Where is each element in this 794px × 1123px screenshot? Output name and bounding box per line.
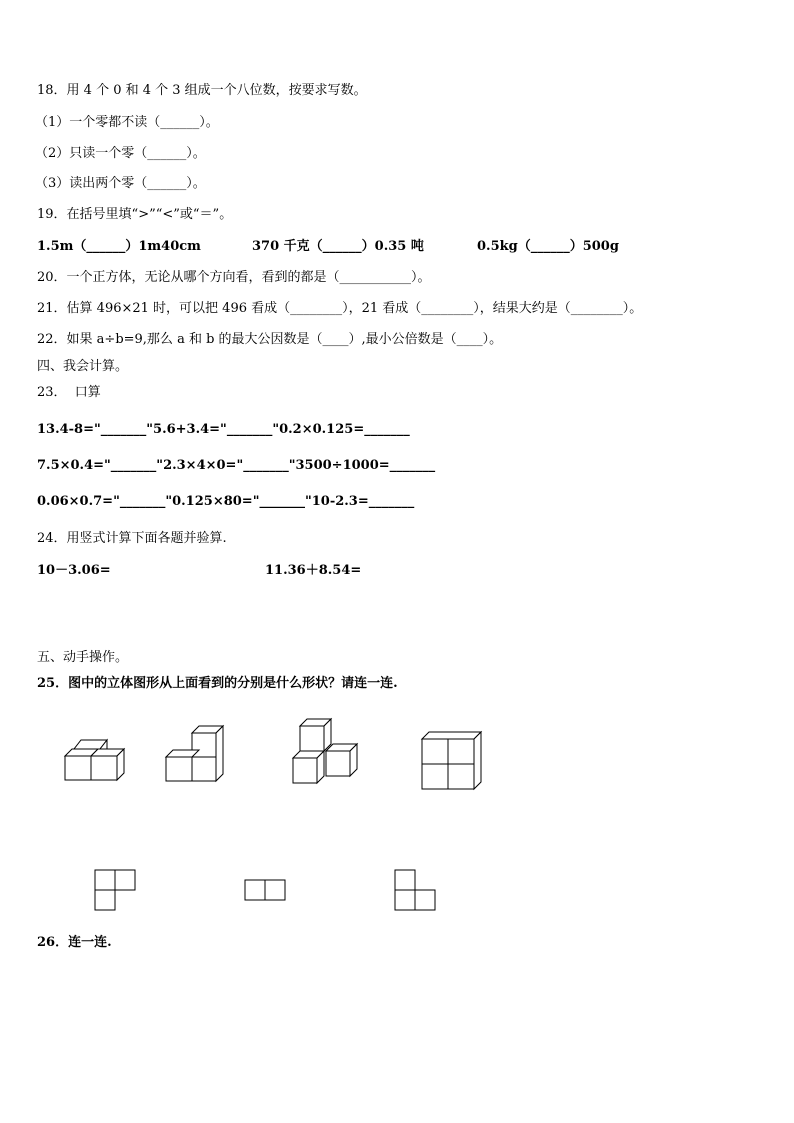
q24-stem: 24．用竖式计算下面各题并验算. (37, 531, 227, 546)
solid-figure-4 (421, 731, 483, 791)
q22-text: 22．如果 a÷b=9,那么 a 和 b 的最大公因数是（____）,最小公倍数是（____）。 (37, 332, 503, 347)
q18-stem: 18．用 4 个 0 和 4 个 3 组成一个八位数，按要求写数。 (37, 83, 367, 98)
q23-stem: 23． 口算 (37, 385, 101, 400)
q25-stem: 25．图中的立体图形从上面看到的分别是什么形状？请连一连. (37, 676, 398, 691)
q19-compare-2: 370 千克（______）0.35 吨 (252, 239, 424, 254)
q18-part-2: （2）只读一个零（______）。 (35, 146, 206, 161)
q24-expr-1: 10－3.06= (37, 563, 111, 578)
top-view-shape-3 (394, 869, 436, 911)
q19-compare-1: 1.5m（______）1m40cm (37, 239, 201, 254)
solid-figure-3 (292, 717, 362, 787)
section-4-title: 四、我会计算。 (37, 359, 129, 374)
q20-text: 20．一个正方体，无论从哪个方向看，看到的都是（___________）。 (37, 270, 431, 285)
q26-text: 26．连一连. (37, 935, 112, 950)
q23-row-1: 13.4-8="_______"5.6+3.4="_______"0.2×0.125=_______ (37, 422, 410, 437)
solid-figure-2 (165, 724, 227, 784)
q19-stem: 19．在括号里填“>”“<”或“＝”。 (37, 207, 233, 222)
solid-figure-1 (64, 738, 126, 782)
top-view-shape-2 (244, 879, 286, 901)
q18-part-1: （1）一个零都不读（______）。 (35, 115, 219, 130)
q21-text: 21．估算 496×21 时，可以把 496 看成（________），21 看成（________），结果大约是（________）。 (37, 301, 643, 316)
q23-row-3: 0.06×0.7="_______"0.125×80="_______"10-2.3=_______ (37, 494, 415, 509)
q23-row-2: 7.5×0.4="_______"2.3×4×0="_______"3500÷1000=_______ (37, 458, 436, 473)
q18-part-3: （3）读出两个零（______）。 (35, 176, 206, 191)
section-5-title: 五、动手操作。 (37, 650, 129, 665)
q24-expr-2: 11.36＋8.54= (265, 563, 362, 578)
q19-compare-3: 0.5kg（______）500g (477, 239, 619, 254)
top-view-shape-1 (94, 869, 136, 911)
